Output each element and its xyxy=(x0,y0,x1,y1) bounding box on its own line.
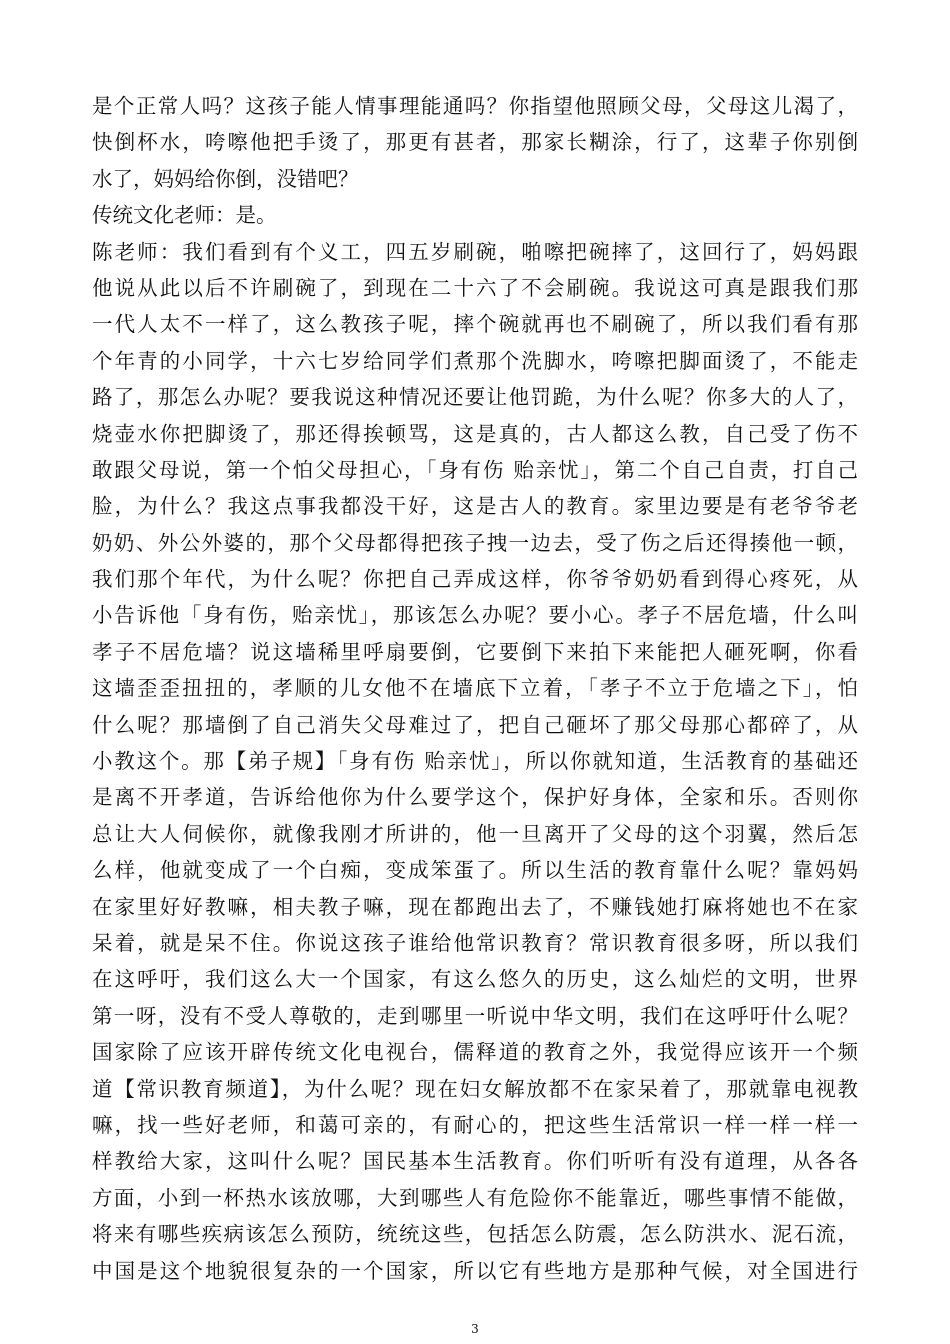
text-line: 一代人太不一样了，这么教孩子呢，摔个碗就再也不刷碗了，所以我们看有那 xyxy=(92,312,858,337)
text-line: 脸，为什么？我这点事我都没干好，这是古人的教育。家里边要是有老爷爷老 xyxy=(92,494,858,519)
text-line: 方面，小到一杯热水该放哪，大到哪些人有危险你不能靠近，哪些事情不能做， xyxy=(92,1185,858,1210)
text-line: 烧壶水你把脚烫了，那还得挨顿骂，这是真的，古人都这么教，自己受了伤不 xyxy=(92,421,858,446)
text-line: 快倒杯水，咵嚓他把手烫了，那更有甚者，那家长糊涂，行了，这辈子你别倒 xyxy=(92,130,858,155)
text-line: 呆着，就是呆不住。你说这孩子谁给他常识教育？常识教育很多呀，所以我们 xyxy=(92,930,858,955)
document-body xyxy=(92,88,858,1289)
text-line: 水了，妈妈给你倒，没错吧？ xyxy=(92,166,359,191)
text-line: 嘛，找一些好老师，和蔼可亲的，有耐心的，把这些生活常识一样一样一样一 xyxy=(92,1112,858,1137)
text-line: 中国是这个地貌很复杂的一个国家，所以它有些地方是那种气候，对全国进行 xyxy=(92,1258,858,1283)
text-line: 国家除了应该开辟传统文化电视台，儒释道的教育之外，我觉得应该开一个频 xyxy=(92,1040,858,1065)
text-line: 孝子不居危墙？说这墙稀里呼扇要倒，它要倒下来拍下来能把人砸死啊，你看 xyxy=(92,639,858,664)
text-line: 敢跟父母说，第一个怕父母担心，「身有伤 贻亲忧」，第二个自己自责，打自己 xyxy=(92,457,858,482)
text-line: 传统文化老师：是。 xyxy=(92,203,277,228)
text-line: 他说从此以后不许刷碗了，到现在二十六了不会刷碗。我说这可真是跟我们那 xyxy=(92,275,858,300)
text-line: 小告诉他「身有伤，贻亲忧」，那该怎么办呢？要小心。孝子不居危墙，什么叫 xyxy=(92,603,858,628)
text-line: 什么呢？那墙倒了自己消失父母难过了，把自己砸坏了那父母那心都碎了，从 xyxy=(92,712,858,737)
text-line: 是个正常人吗？这孩子能人情事理能通吗？你指望他照顾父母，父母这儿渴了， xyxy=(92,94,858,118)
text-line: 陈老师：我们看到有个义工，四五岁刷碗，啪嚓把碗摔了，这回行了，妈妈跟 xyxy=(92,239,858,264)
text-line: 我们那个年代，为什么呢？你把自己弄成这样，你爷爷奶奶看到得心疼死，从 xyxy=(92,567,858,592)
text-line: 路了，那怎么办呢？要我说这种情况还要让他罚跪，为什么呢？你多大的人了， xyxy=(92,385,858,410)
text-line: 样教给大家，这叫什么呢？国民基本生活教育。你们听听有没有道理，从各各 xyxy=(92,1149,858,1174)
text-line: 个年青的小同学，十六七岁给同学们煮那个洗脚水，咵嚓把脚面烫了，不能走 xyxy=(92,348,858,373)
text-line: 这墙歪歪扭扭的，孝顺的儿女他不在墙底下立着，「孝子不立于危墙之下」，怕 xyxy=(92,676,858,701)
text-line: 总让大人伺候你，就像我刚才所讲的，他一旦离开了父母的这个羽翼，然后怎 xyxy=(92,821,858,846)
text-line: 在这呼吁，我们这么大一个国家，有这么悠久的历史，这么灿烂的文明，世界 xyxy=(92,967,858,992)
text-line: 小教这个。那【弟子规】「身有伤 贻亲忧」，所以你就知道，生活教育的基础还 xyxy=(92,749,858,774)
text-line: 是离不开孝道，告诉给他你为什么要学这个，保护好身体，全家和乐。否则你 xyxy=(92,785,858,810)
text-line: 将来有哪些疾病该怎么预防，统统这些，包括怎么防震，怎么防洪水、泥石流， xyxy=(92,1222,858,1247)
page-number: 3 xyxy=(471,1322,479,1336)
text-line: 第一呀，没有不受人尊敬的，走到哪里一听说中华文明，我们在这呼吁什么呢？ xyxy=(92,1003,858,1028)
text-line: 么样，他就变成了一个白痴，变成笨蛋了。所以生活的教育靠什么呢？靠妈妈 xyxy=(92,858,858,883)
text-line: 在家里好好教嘛，相夫教子嘛，现在都跑出去了，不赚钱她打麻将她也不在家 xyxy=(92,894,858,919)
text-line: 道【常识教育频道】，为什么呢？现在妇女解放都不在家呆着了，那就靠电视教 xyxy=(92,1076,858,1101)
text-line: 奶奶、外公外婆的，那个父母都得把孩子拽一边去，受了伤之后还得揍他一顿， xyxy=(92,530,858,555)
